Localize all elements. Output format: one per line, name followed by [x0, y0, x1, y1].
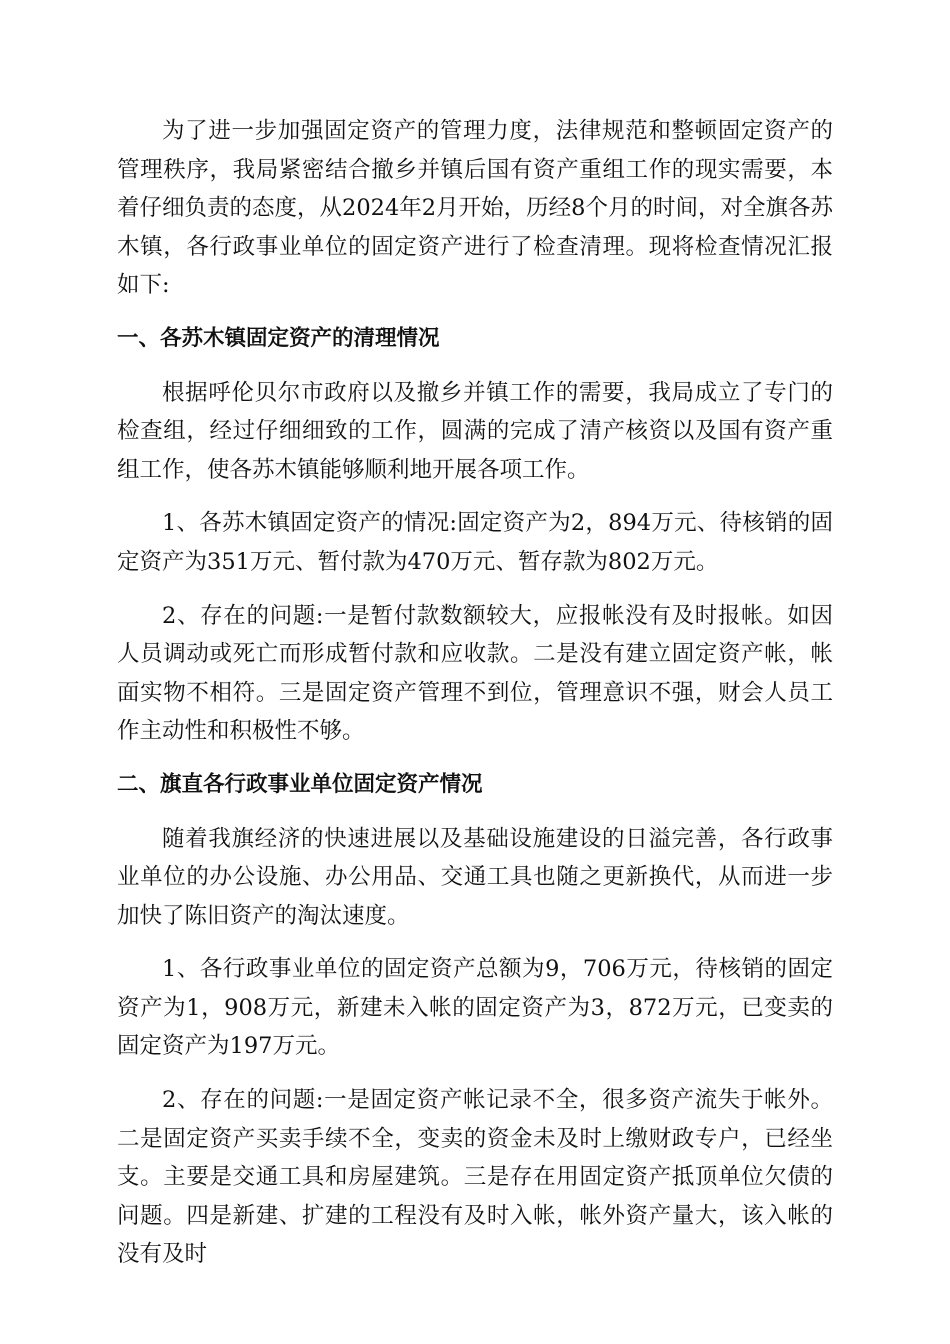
- section-1-paragraph-1: 根据呼伦贝尔市政府以及撤乡并镇工作的需要，我局成立了专门的检查组，经过仔细细致的工作，圆满的完成了清产核资以及国有资产重组工作，使各苏木镇能够顺利地开展各项工作。: [117, 379, 833, 483]
- section-2-heading: 二、旗直各行政事业单位固定资产情况: [117, 771, 483, 797]
- section-2-paragraph-1: 随着我旗经济的快速进展以及基础设施建设的日溢完善，各行政事业单位的办公设施、办公用品、交通工具也随之更新换代，从而进一步加快了陈旧资产的淘汰速度。: [117, 825, 833, 929]
- section-1-paragraph-3: 2、存在的问题:一是暂付款数额较大，应报帐没有及时报帐。如因人员调动或死亡而形成暂付款和应收款。二是没有建立固定资产帐，帐面实物不相符。三是固定资产管理不到位，管理意识不强，财会人员工作主动性和积极性不够。: [117, 602, 833, 745]
- section-1-paragraph-2: 1、各苏木镇固定资产的情况:固定资产为2，894万元、待核销的固定资产为351万元、暂付款为470万元、暂存款为802万元。: [117, 510, 833, 575]
- section-2-paragraph-2: 1、各行政事业单位的固定资产总额为9，706万元，待核销的固定资产为1，908万元，新建未入帐的固定资产为3，872万元，已变卖的固定资产为197万元。: [117, 956, 833, 1060]
- intro-paragraph: 为了进一步加强固定资产的管理力度，法律规范和整顿固定资产的管理秩序，我局紧密结合撤乡并镇后国有资产重组工作的现实需要，本着仔细负责的态度，从2024年2月开始，历经8个月的时间，对全旗各苏木镇，各行政事业单位的固定资产进行了检查清理。现将检查情况汇报如下:: [117, 118, 833, 299]
- section-2-paragraph-3: 2、存在的问题:一是固定资产帐记录不全，很多资产流失于帐外。二是固定资产买卖手续不全，变卖的资金未及时上缴财政专户，已经坐支。主要是交通工具和房屋建筑。三是存在用固定资产抵顶单位欠债的问题。四是新建、扩建的工程没有及时入帐，帐外资产量大，该入帐的没有及时: [117, 1087, 833, 1268]
- document-body: [117, 112, 833, 1289]
- section-1-heading: 一、各苏木镇固定资产的清理情况: [117, 325, 440, 351]
